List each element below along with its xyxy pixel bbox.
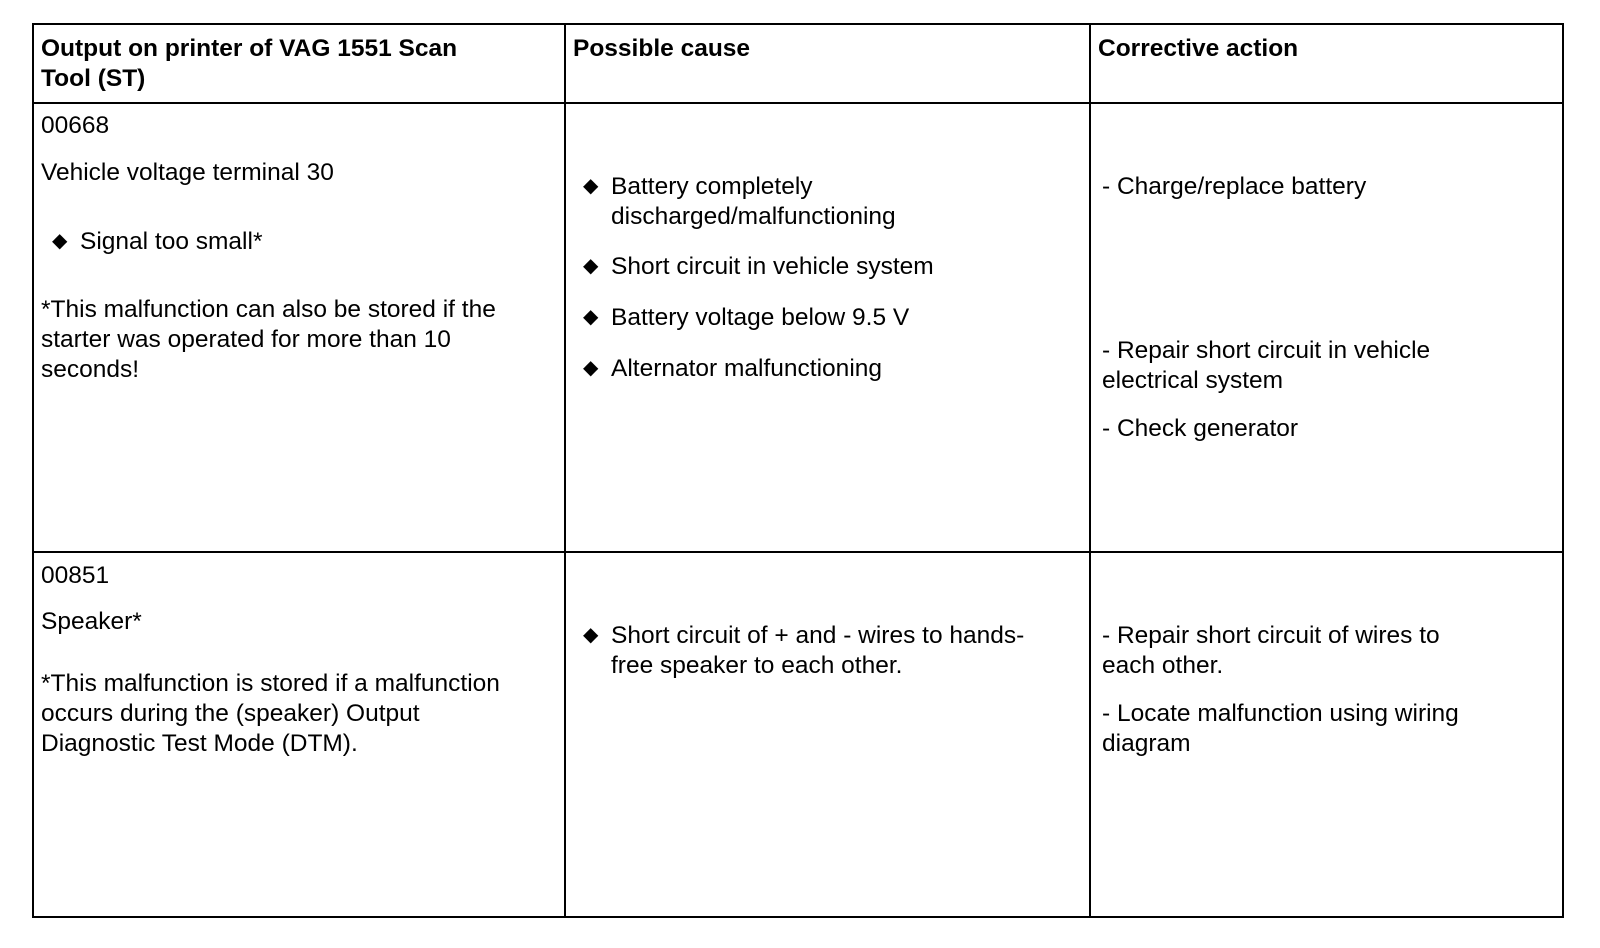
diamond-bullet-icon: ◆ — [583, 624, 599, 646]
fault-note-line: *This malfunction is stored if a malfunction — [41, 670, 500, 697]
action-item: diagram — [1102, 730, 1191, 757]
action-item: - Locate malfunction using wiring — [1102, 700, 1459, 727]
header-corrective-action: Corrective action — [1098, 35, 1299, 62]
action-item: - Repair short circuit in vehicle — [1102, 337, 1431, 364]
fault-signal: Signal too small* — [80, 228, 263, 255]
diamond-bullet-icon: ◆ — [583, 175, 599, 197]
column-divider-2 — [1089, 25, 1091, 916]
fault-description: Speaker* — [41, 608, 142, 635]
action-item: - Charge/replace battery — [1102, 173, 1367, 200]
cause-item: Alternator malfunctioning — [611, 355, 883, 382]
column-divider-1 — [564, 25, 566, 916]
fault-description: Vehicle voltage terminal 30 — [41, 159, 334, 186]
fault-note-line: *This malfunction can also be stored if the — [41, 296, 496, 323]
cause-item: Battery completely — [611, 173, 813, 200]
action-item: - Check generator — [1102, 415, 1299, 442]
fault-code-00668: 00668 — [41, 112, 110, 139]
action-item: electrical system — [1102, 367, 1284, 394]
fault-note-line: Diagnostic Test Mode (DTM). — [41, 730, 358, 757]
cause-item: Short circuit in vehicle system — [611, 253, 934, 280]
diamond-bullet-icon: ◆ — [583, 306, 599, 328]
cause-item: discharged/malfunctioning — [611, 203, 896, 230]
fault-note-line: starter was operated for more than 10 — [41, 326, 451, 353]
cause-item: Battery voltage below 9.5 V — [611, 304, 910, 331]
cause-item: free speaker to each other. — [611, 652, 903, 679]
cause-item: Short circuit of + and - wires to hands- — [611, 622, 1025, 649]
diamond-bullet-icon: ◆ — [583, 255, 599, 277]
row-divider — [34, 551, 1562, 553]
fault-note-line: seconds! — [41, 356, 140, 383]
fault-note-line: occurs during the (speaker) Output — [41, 700, 420, 727]
diamond-bullet-icon: ◆ — [52, 230, 68, 252]
fault-code-00851: 00851 — [41, 562, 110, 589]
header-output-line2: Tool (ST) — [41, 65, 146, 92]
header-row-divider — [34, 102, 1562, 104]
action-item: - Repair short circuit of wires to — [1102, 622, 1440, 649]
action-item: each other. — [1102, 652, 1224, 679]
header-output-line1: Output on printer of VAG 1551 Scan — [41, 35, 458, 62]
diamond-bullet-icon: ◆ — [583, 357, 599, 379]
header-possible-cause: Possible cause — [573, 35, 751, 62]
